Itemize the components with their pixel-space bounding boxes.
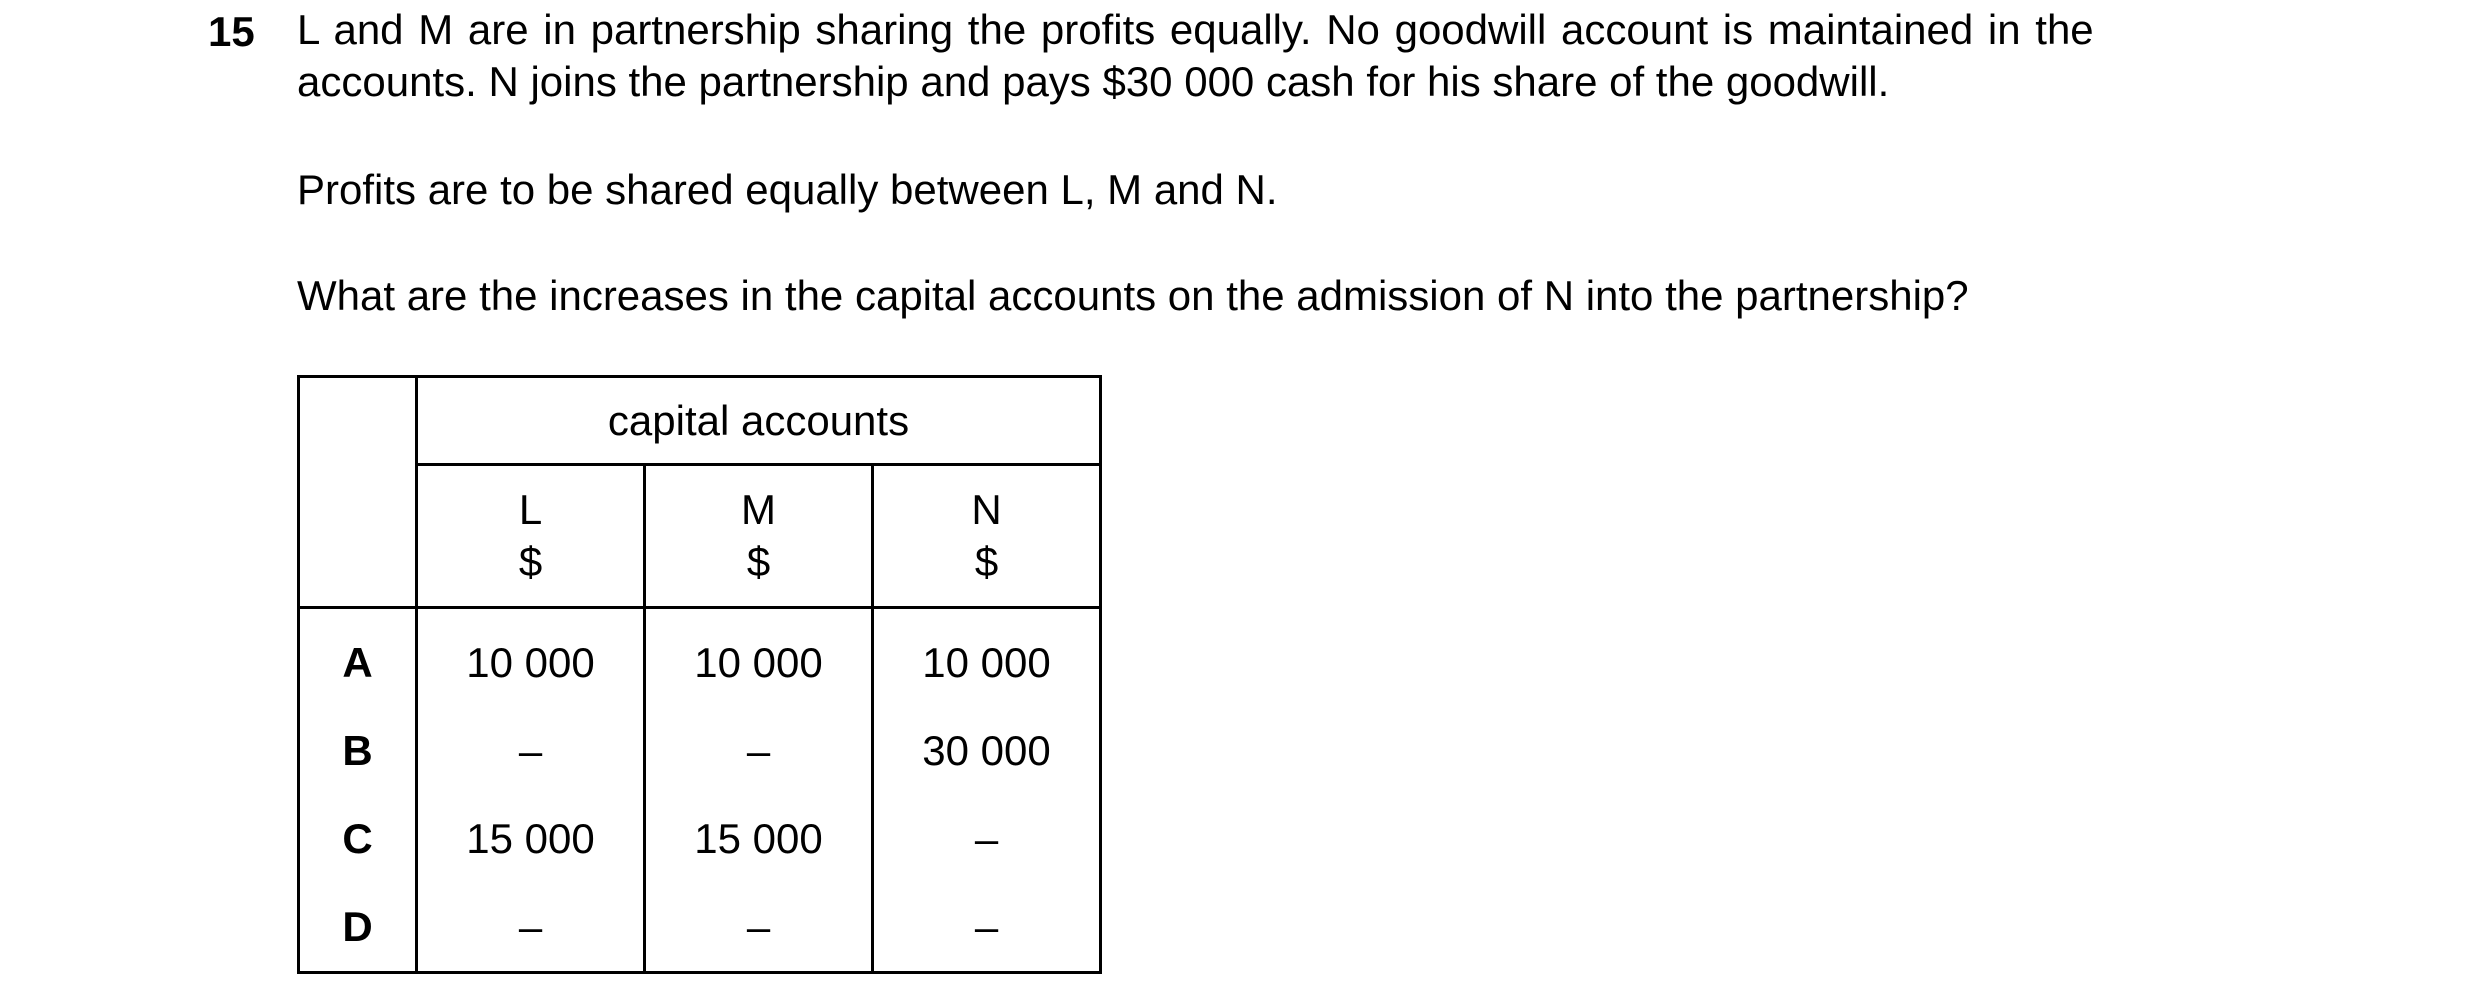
table-row-a (299, 608, 1101, 708)
question-paragraph-2: Profits are to be shared equally between L, M and N. (297, 166, 1278, 213)
column-unit-m: $ (746, 538, 771, 585)
option-label: D (299, 883, 417, 973)
cell-n: – (873, 795, 1101, 883)
table-row-b (299, 707, 1101, 795)
question-prompt: What are the increases in the capital accounts on the admission of N into the partnership? (297, 272, 1969, 319)
paragraph-1-line-1: L and M are in partnership sharing the profits equally. No goodwill account is maintained in the (297, 6, 2094, 53)
paragraph-1-line-2: accounts. N joins the partnership and pays $30 000 cash for his share of the goodwill. (297, 58, 1890, 105)
table-row-d (299, 883, 1101, 973)
question-number: 15 (208, 8, 255, 55)
cell-l: 15 000 (417, 795, 645, 883)
cell-n: – (873, 883, 1101, 973)
column-header-m (645, 465, 873, 608)
cell-n: 10 000 (873, 608, 1101, 708)
table-corner-cell (299, 377, 417, 608)
column-unit-n: $ (974, 538, 999, 585)
option-label: B (299, 707, 417, 795)
cell-m: – (645, 883, 873, 973)
capital-accounts-header: capital accounts (417, 377, 1101, 465)
column-header-n (873, 465, 1101, 608)
cell-m: – (645, 707, 873, 795)
cell-m: 15 000 (645, 795, 873, 883)
cell-n: 30 000 (873, 707, 1101, 795)
option-label: C (299, 795, 417, 883)
cell-l: – (417, 883, 645, 973)
cell-l: – (417, 707, 645, 795)
answer-options-table (297, 375, 1102, 974)
option-label: A (299, 608, 417, 708)
column-unit-l: $ (518, 538, 543, 585)
column-header-l (417, 465, 645, 608)
table-row-c (299, 795, 1101, 883)
column-name-n: N (971, 486, 1002, 533)
column-name-l: L (518, 486, 543, 533)
cell-l: 10 000 (417, 608, 645, 708)
question-paragraph-1 (297, 4, 2297, 108)
column-name-m: M (741, 486, 776, 533)
cell-m: 10 000 (645, 608, 873, 708)
